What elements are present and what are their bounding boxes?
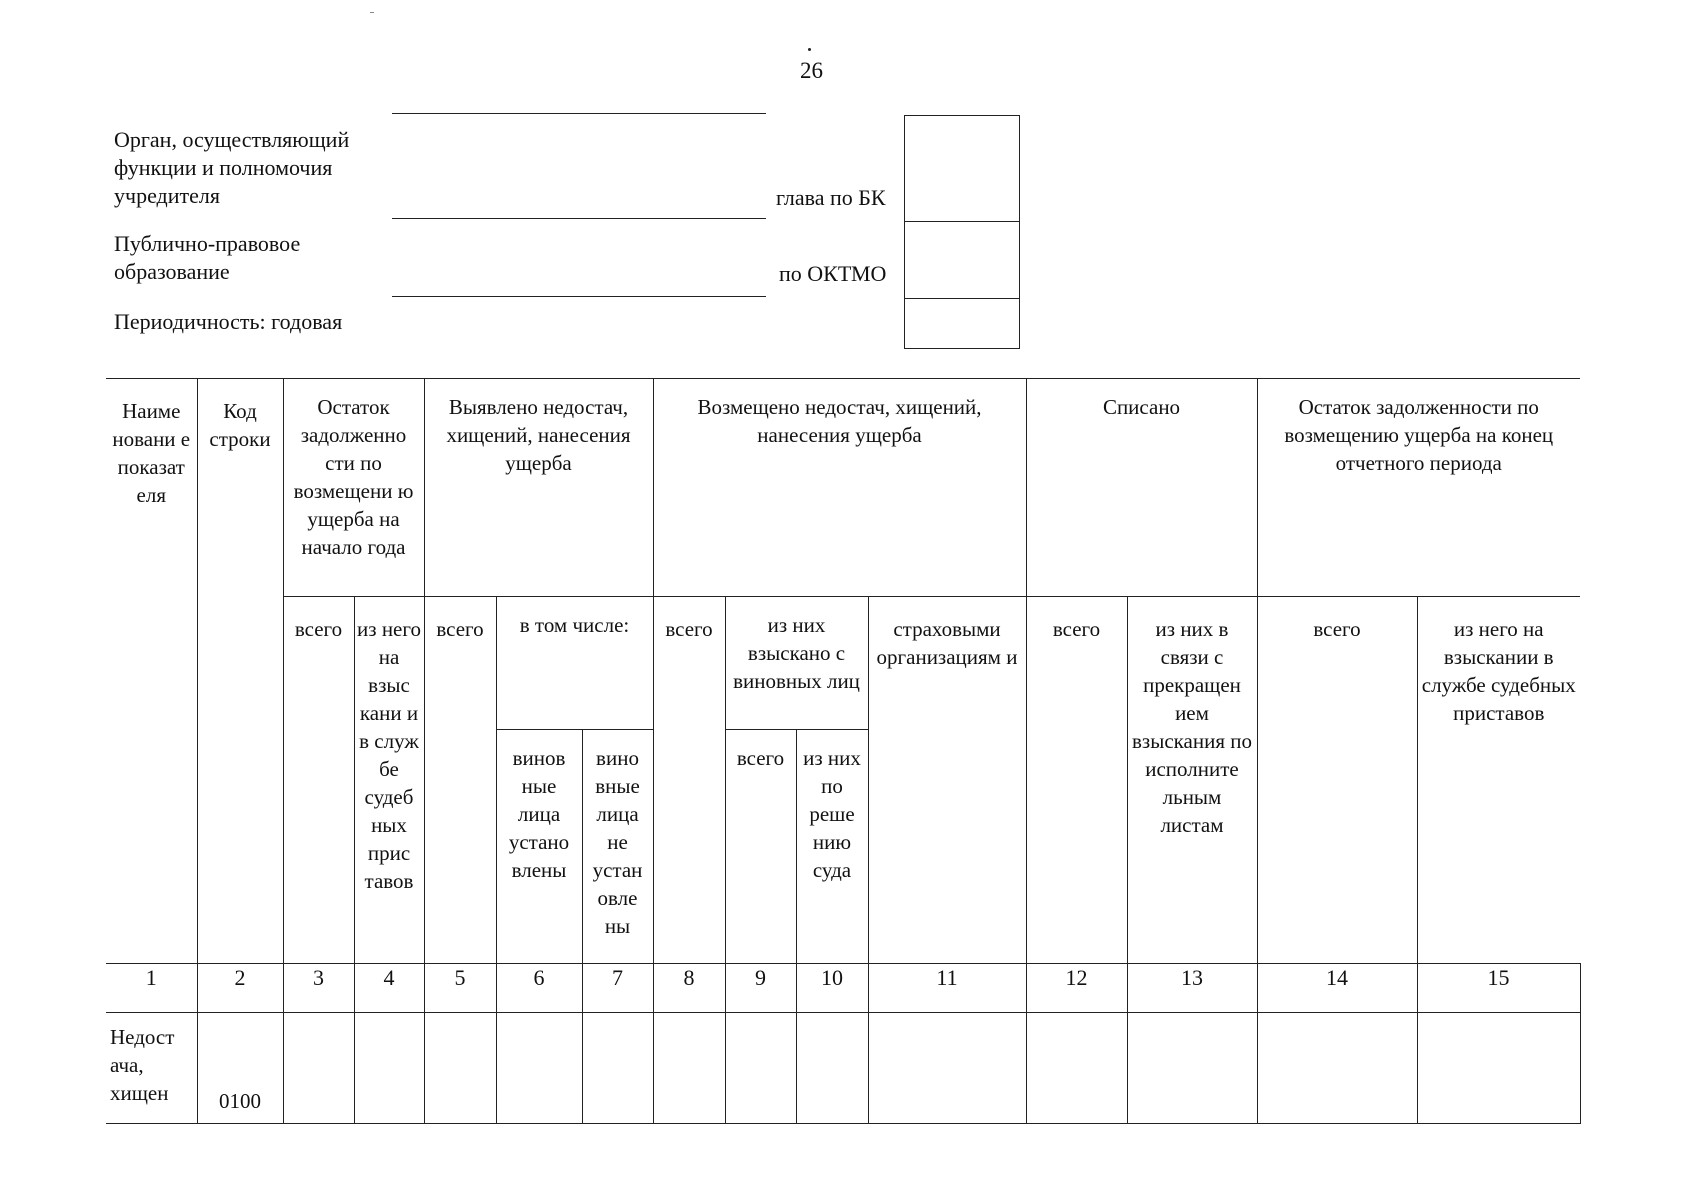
header-written-off: Списано bbox=[1026, 379, 1257, 597]
subheader-comp-from-culprits: из них взыскано с виновных лиц bbox=[725, 597, 868, 730]
column-number: 7 bbox=[582, 964, 653, 1013]
founder-label: Орган, осуществляющий функции и полномочия учредителя bbox=[114, 127, 350, 208]
data-cell[interactable] bbox=[1127, 1013, 1257, 1124]
data-cell[interactable] bbox=[354, 1013, 424, 1124]
subheader-bs-bailiffs: из него на взыс кани и в служ бе судеб ных прис тавов bbox=[354, 597, 424, 964]
subheader-comp-culprits-total: всего bbox=[725, 730, 796, 964]
report-table bbox=[106, 378, 1581, 1124]
data-cell[interactable] bbox=[1026, 1013, 1127, 1124]
subheader-comp-by-court: из них по реше нию суда bbox=[796, 730, 868, 964]
subheader-det-total: всего bbox=[424, 597, 496, 964]
column-number: 14 bbox=[1257, 964, 1417, 1013]
row-name: Недост ача, хищен bbox=[106, 1013, 197, 1124]
column-number: 11 bbox=[868, 964, 1026, 1013]
scan-dot bbox=[808, 48, 811, 51]
header-detected: Выявлено недостач, хищений, нанесения ущерба bbox=[424, 379, 653, 597]
oktmo-code-cell[interactable] bbox=[905, 222, 1019, 299]
data-cell[interactable] bbox=[725, 1013, 796, 1124]
data-cell[interactable] bbox=[283, 1013, 354, 1124]
data-cell[interactable] bbox=[1417, 1013, 1580, 1124]
data-cell[interactable] bbox=[653, 1013, 725, 1124]
public-entity-field-line[interactable] bbox=[392, 296, 766, 297]
column-number: 12 bbox=[1026, 964, 1127, 1013]
subheader-be-bailiffs: из него на взыскании в службе судебных приставов bbox=[1417, 597, 1580, 964]
scan-mark bbox=[370, 12, 374, 13]
subheader-det-not-established: вино вные лица не устан овле ны bbox=[582, 730, 653, 964]
column-number: 15 bbox=[1417, 964, 1580, 1013]
column-number: 8 bbox=[653, 964, 725, 1013]
bk-code-cell[interactable] bbox=[905, 116, 1019, 222]
column-number: 13 bbox=[1127, 964, 1257, 1013]
data-cell[interactable] bbox=[796, 1013, 868, 1124]
data-cell[interactable] bbox=[496, 1013, 582, 1124]
table-row bbox=[106, 1013, 1580, 1124]
data-cell[interactable] bbox=[424, 1013, 496, 1124]
header-line-code: Код строки bbox=[197, 379, 283, 964]
header-balance-end: Остаток задолженности по возмещению ущерба на конец отчетного периода bbox=[1257, 379, 1580, 597]
subheader-bs-total: всего bbox=[283, 597, 354, 964]
subheader-det-established: винов ные лица устано влены bbox=[496, 730, 582, 964]
column-number: 2 bbox=[197, 964, 283, 1013]
data-cell[interactable] bbox=[868, 1013, 1026, 1124]
subheader-be-total: всего bbox=[1257, 597, 1417, 964]
founder-field-line[interactable] bbox=[392, 218, 766, 219]
column-number: 1 bbox=[106, 964, 197, 1013]
bk-label: глава по БК bbox=[776, 185, 886, 210]
page-number: 26 bbox=[800, 58, 823, 83]
periodicity-label: Периодичность: годовая bbox=[114, 309, 343, 334]
header-balance-start: Остаток задолженно сти по возмещени ю ущерба на начало года bbox=[283, 379, 424, 597]
header-compensated: Возмещено недостач, хищений, нанесения ущерба bbox=[653, 379, 1026, 597]
header-indicator-name: Наиме новани е показат еля bbox=[106, 379, 197, 964]
subheader-det-including: в том числе: bbox=[496, 597, 653, 730]
subheader-wo-total: всего bbox=[1026, 597, 1127, 964]
column-number: 9 bbox=[725, 964, 796, 1013]
subheader-comp-total: всего bbox=[653, 597, 725, 964]
founder-line-top bbox=[392, 113, 766, 114]
periodicity-code-cell[interactable] bbox=[905, 299, 1019, 347]
codes-box bbox=[904, 115, 1020, 349]
data-cell[interactable] bbox=[1257, 1013, 1417, 1124]
subheader-comp-insurers: страховыми организациям и bbox=[868, 597, 1026, 964]
column-number: 4 bbox=[354, 964, 424, 1013]
row-code: 0100 bbox=[197, 1013, 283, 1124]
column-number: 10 bbox=[796, 964, 868, 1013]
column-number: 3 bbox=[283, 964, 354, 1013]
subheader-wo-termination: из них в связи с прекращен ием взыскания по исполните льным листам bbox=[1127, 597, 1257, 964]
public-entity-label: Публично-правовое образование bbox=[114, 231, 301, 284]
column-number: 6 bbox=[496, 964, 582, 1013]
data-cell[interactable] bbox=[582, 1013, 653, 1124]
oktmo-label: по ОКТМО bbox=[779, 261, 887, 286]
column-number: 5 bbox=[424, 964, 496, 1013]
